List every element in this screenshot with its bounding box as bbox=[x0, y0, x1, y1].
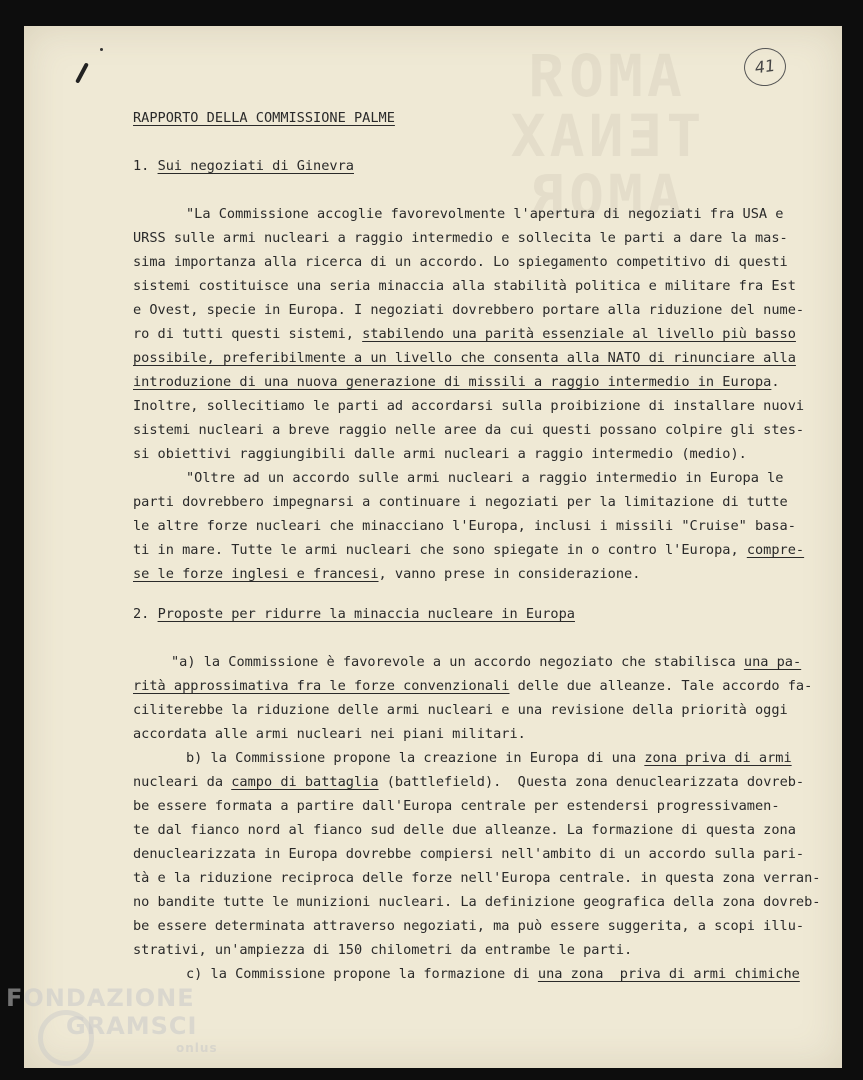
s1-line-13: parti dovrebbero impegnarsi a continuare i negoziati per la limitazione di tutte bbox=[133, 494, 788, 510]
watermark-line-1: FONDAZIONE bbox=[6, 984, 195, 1012]
s2-line-7: be essere formata a partire dall'Europa centrale per estendersi progressivamen- bbox=[133, 798, 780, 814]
s1-line-15-underlined: compre- bbox=[746, 542, 805, 558]
s2-line-4: accordata alle armi nucleari nei piani militari. bbox=[133, 726, 526, 742]
s1-line-8-underlined: introduzione di una nuova generazione di missili a raggio intermedio in Europa bbox=[133, 374, 772, 390]
s2-line-14 bbox=[186, 966, 800, 982]
s2-line-13: strativi, un'ampiezza di 150 chilometri da entrambe le parti. bbox=[133, 942, 633, 958]
s1-line-12: "Oltre ad un accordo sulle armi nucleari a raggio intermedio in Europa le bbox=[186, 470, 784, 486]
s2-line-1 bbox=[171, 654, 801, 670]
s1-line-16-underlined: se le forze inglesi e francesi bbox=[133, 566, 379, 582]
s2-line-6 bbox=[133, 774, 804, 790]
s1-line-14: le altre forze nucleari che minacciano l'Europa, inclusi i missili "Cruise" basa- bbox=[133, 518, 796, 534]
s2-line-6-plain-a: nucleari da bbox=[133, 774, 232, 790]
section-2-number: 2. bbox=[133, 606, 150, 622]
s1-line-8-period: . bbox=[771, 374, 780, 390]
ghost-line-2: TENAX bbox=[506, 102, 702, 170]
show-through-stamp bbox=[479, 42, 729, 230]
s1-line-11: si obiettivi raggiungibili dalle armi nucleari a raggio intermedio (medio). bbox=[133, 446, 747, 462]
pen-mark bbox=[75, 62, 89, 83]
s1-line-6 bbox=[133, 326, 796, 342]
s2-line-8: te dal fianco nord al fianco sud delle due alleanze. La formazione di questa zona bbox=[133, 822, 796, 838]
s2-line-2 bbox=[133, 678, 812, 694]
ghost-line-1: AMOЯ bbox=[526, 42, 682, 110]
s2-line-2-plain: delle due alleanze. Tale accordo fa- bbox=[509, 678, 813, 694]
watermark-logo bbox=[6, 984, 218, 1062]
s1-line-5: e Ovest, specie in Europa. I negoziati dovrebbero portare alla riduzione del nume- bbox=[133, 302, 805, 318]
s2-line-5-plain: b) la Commissione propone la creazione in Europa di una bbox=[186, 750, 645, 766]
section-1-title: Sui negoziati di Ginevra bbox=[157, 158, 354, 174]
s2-line-9: denuclearizzata in Europa dovrebbe compiersi nell'ambito di un accordo sulla pari- bbox=[133, 846, 805, 862]
s2-line-11: no bandite tutte le munizioni nucleari. La definizione geografica della zona dovreb- bbox=[133, 894, 821, 910]
s1-line-15 bbox=[133, 542, 804, 558]
s1-line-1: "La Commissione accoglie favorevolmente l'apertura di negoziati fra USA e bbox=[186, 206, 784, 222]
s1-line-4: sistemi costituisce una seria minaccia alla stabilità politica e militare fra Est bbox=[133, 278, 796, 294]
s1-line-6-plain: ro di tutti questi sistemi, bbox=[133, 326, 363, 342]
s1-line-6-underlined: stabilendo una parità essenziale al livello più basso bbox=[362, 326, 796, 342]
section-2-title: Proposte per ridurre la minaccia nucleare in Europa bbox=[157, 606, 575, 622]
s2-line-14-underlined: una zona priva di armi chimiche bbox=[537, 966, 800, 982]
s2-line-2-underlined: rità approssimativa fra le forze convenzionali bbox=[133, 678, 510, 694]
s1-line-15-plain: ti in mare. Tutte le armi nucleari che sono spiegate in o contro l'Europa, bbox=[133, 542, 747, 558]
s2-line-3: ciliterebbe la riduzione delle armi nucleari e una revisione della priorità oggi bbox=[133, 702, 788, 718]
section-2-heading bbox=[133, 606, 575, 622]
s2-line-10: tà e la riduzione reciproca delle forze nell'Europa centrale. in questa zona verran- bbox=[133, 870, 821, 886]
s2-line-14-plain: c) la Commissione propone la formazione di bbox=[186, 966, 538, 982]
s2-line-6-underlined: campo di battaglia bbox=[231, 774, 379, 790]
s1-line-8 bbox=[133, 374, 780, 390]
section-1-number: 1. bbox=[133, 158, 150, 174]
pen-dot bbox=[100, 48, 103, 51]
s1-line-7: possibile, preferibilmente a un livello che consenta alla NATO di rinunciare alla bbox=[133, 350, 796, 366]
ghost-line-3: AMOR bbox=[526, 162, 682, 230]
s2-line-12: be essere determinata attraverso negoziati, ma può essere suggerita, a scopi illu- bbox=[133, 918, 805, 934]
s1-line-2: URSS sulle armi nucleari a raggio intermedio e sollecita le parti a dare la mas- bbox=[133, 230, 788, 246]
document-page bbox=[24, 26, 842, 1068]
document-title: RAPPORTO DELLA COMMISSIONE PALME bbox=[133, 110, 395, 126]
s1-line-9: Inoltre, sollecitiamo le parti ad accordarsi sulla proibizione di installare nuovi bbox=[133, 398, 805, 414]
page-number-circle: 41 bbox=[742, 45, 789, 88]
watermark-line-3: onlus bbox=[176, 1041, 218, 1055]
s1-line-16 bbox=[133, 566, 640, 582]
watermark-line-2: GRAMSCI bbox=[66, 1012, 198, 1040]
section-1-heading bbox=[133, 158, 354, 174]
s2-line-1-underlined: una pa- bbox=[743, 654, 802, 670]
s1-line-3: sima importanza alla ricerca di un accordo. Lo spiegamento competitivo di questi bbox=[133, 254, 788, 270]
s2-line-6-plain-b: (battlefield). Questa zona denuclearizzata dovreb- bbox=[378, 774, 805, 790]
s1-line-10: sistemi nucleari a breve raggio nelle aree da cui questi possano colpire gli stes- bbox=[133, 422, 805, 438]
s1-line-16-plain: , vanno prese in considerazione. bbox=[378, 566, 641, 582]
s2-line-5-underlined: zona priva di armi bbox=[644, 750, 792, 766]
s2-line-1-plain: "a) la Commissione è favorevole a un accordo negoziato che stabilisca bbox=[171, 654, 744, 670]
s2-line-5 bbox=[186, 750, 792, 766]
